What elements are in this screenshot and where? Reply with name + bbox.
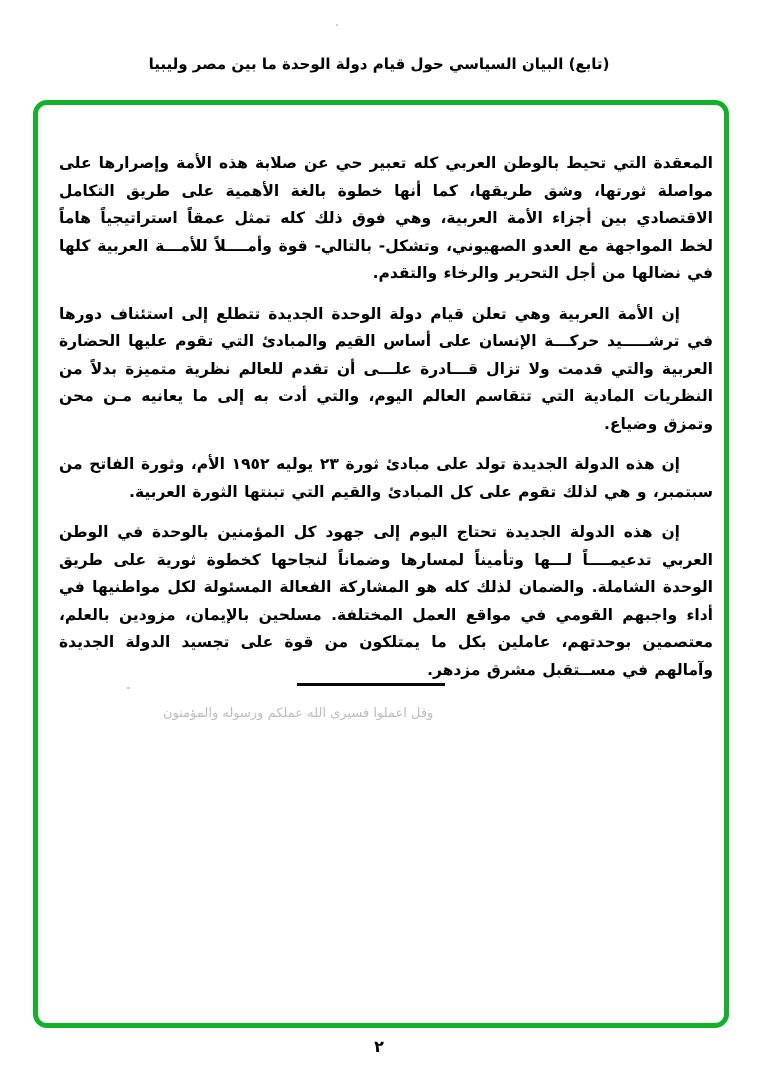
body-paragraph: إن الأمة العربية وهي تعلن قيام دولة الوحدة الجديدة تتطلع إلى استئناف دورها في ترشـــــيد حركـــة الإنسان على أساس القيم والمبادئ التي تقوم عليها الحضارة العربية والتي قدمت ولا تزال قـــادرة علـــى أن تقدم للعالم نظرية متميزة بدلاً من النظريات المادية التي تتقاسم العالم اليوم، والتي أدت به إلى ما يعانيه مـن محن وتمزق وضياع. xyxy=(59,304,713,433)
closing-verse: وقل اعملوا فسيرى الله عملكم ورسوله والمؤمنون xyxy=(163,706,434,721)
scan-speck xyxy=(336,24,338,26)
body-paragraph: إن هذه الدولة الجديدة تحتاج اليوم إلى جهود كل المؤمنين بالوحدة في الوطن العربي تدعيمــــاً لـــها وتأميناً لمسارها وضماناً لنجاحها كخطوة ثورية على طريق الوحدة الشاملة. والضمان لذلك كله هو المشاركة الفعالة المسئولة لكل مواطنيها في أداء واجبهم القومي في مواقع العمل المختلفة. مسلحين بالإيمان، مزودين بالعلم، معتصمين بوحدتهم، عاملين بكل ما يمتلكون من قوة على تجسيد الدولة الجديدة وآمالهم في مســتقبل مشرق مزدهر. xyxy=(59,523,713,679)
scan-speck xyxy=(127,687,130,689)
page-title: (تابع) البيان السياسي حول قيام دولة الوحدة ما بين مصر وليبيا xyxy=(148,55,610,73)
green-border-frame xyxy=(33,100,729,1028)
document-body xyxy=(38,105,724,721)
body-paragraph: المعقدة التي تحيط بالوطن العربي كله تعبير حي عن صلابة هذه الأمة وإصرارها على مواصلة ثورتها، وشق طريقها، كما أنها خطوة بالغة الأهمية على طريق التكامل الاقتصادي بين أجزاء الأمة العربية، وهي فوق ذلك كله تمثل عمقاً استراتيجياً هاماً لخط المواجهة مع العدو الصهيوني، وتشكل- بالتالي- قوة وأمــــلاً للأمـــة العربية كلها في نضالها من أجل التحرير والرخاء والتقدم. xyxy=(59,154,713,282)
body-paragraph: إن هذه الدولة الجديدة تولد على مبادئ ثورة ٢٣ يوليه ١٩٥٢ الأم، وثورة الفاتح من سبتمبر، و هي لذلك تقوم على كل المبادئ والقيم التي تبنتها الثورة العربية. xyxy=(59,455,713,501)
signature-divider-line xyxy=(297,683,445,686)
page-number: ٢ xyxy=(374,1037,384,1056)
